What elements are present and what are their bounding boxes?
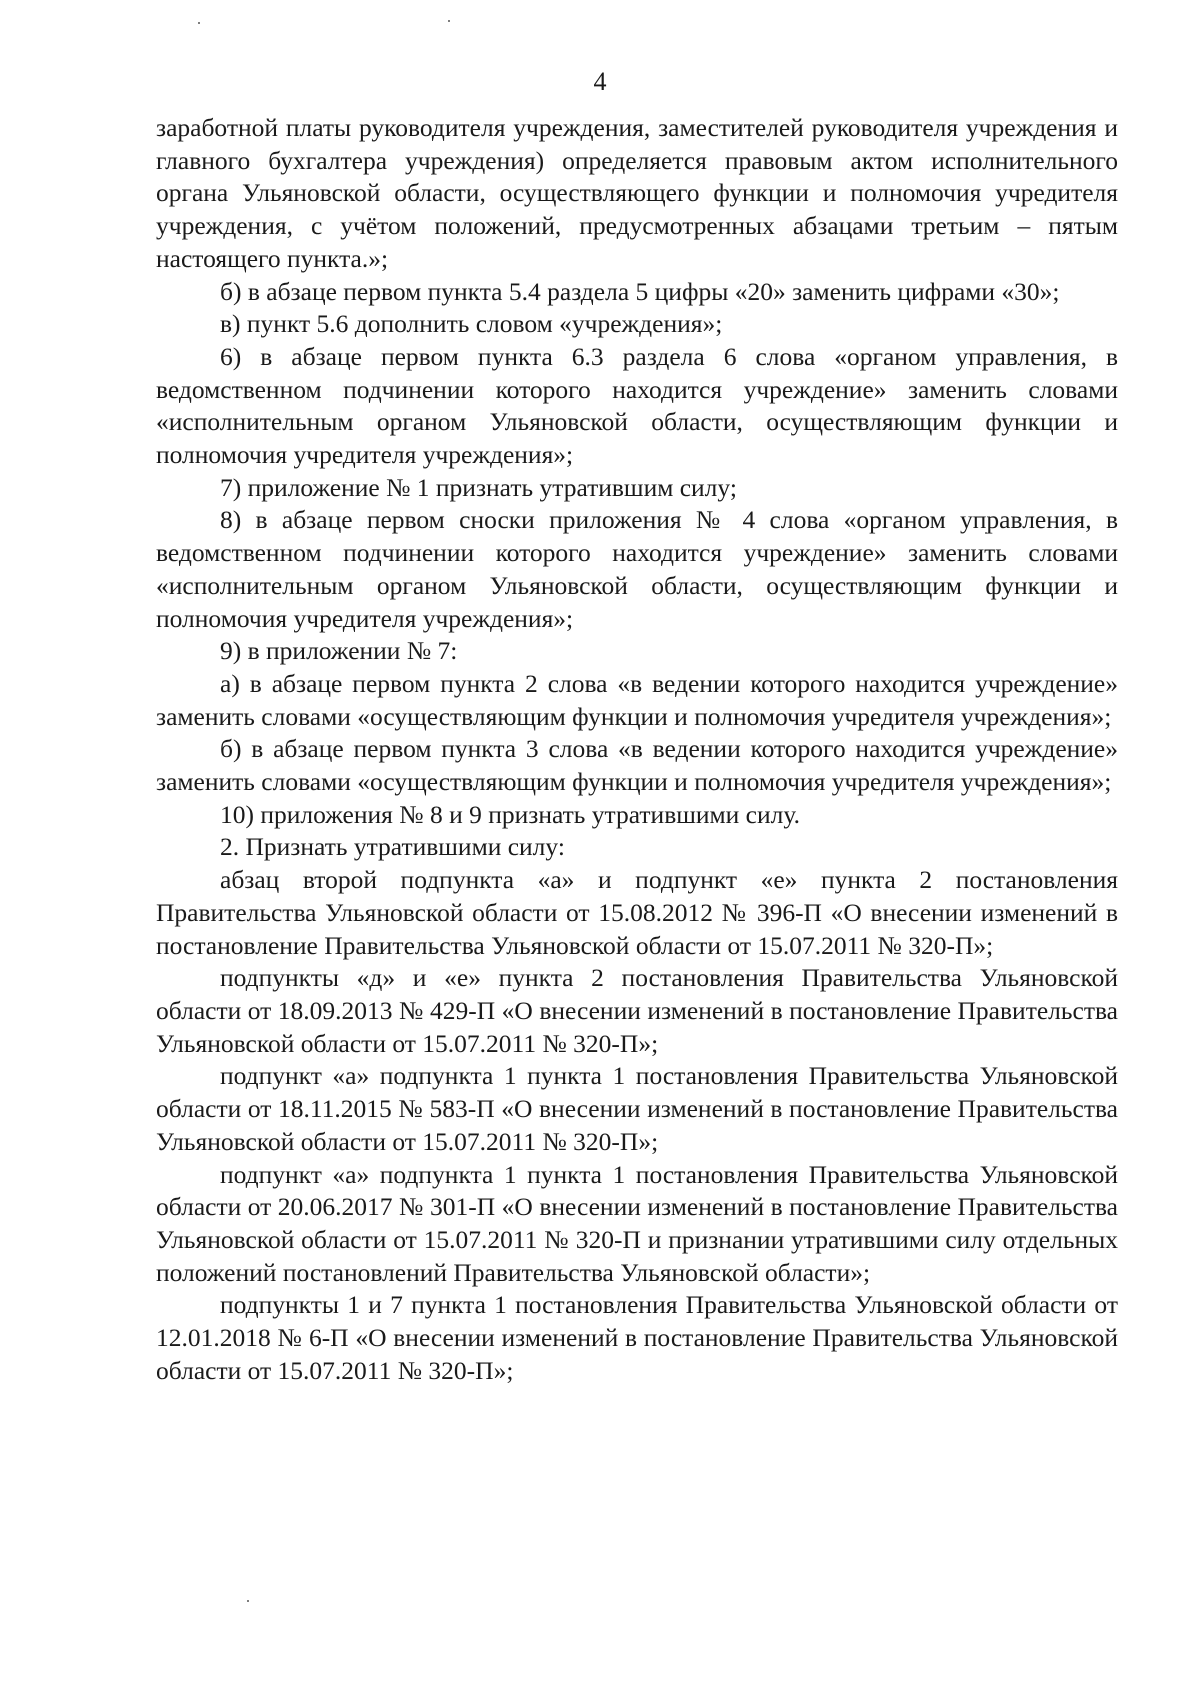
paragraph-repeal-2018: подпункты 1 и 7 пункта 1 постановления Правительства Ульяновской области от 12.01.2018 № 6-П «О внесении изменений в постановление Правительства Ульяновской области от 15.07.2011 № 320-П»; xyxy=(156,1290,1118,1385)
paragraph-repeal-2017: подпункт «а» подпункта 1 пункта 1 постановления Правительства Ульяновской области от 20.06.2017 № 301-П «О внесении изменений в постановление Правительства Ульяновской области от 15.07.2011 № 320-П и признании утратившими силу отдельных положений постановлений Правительства Ульяновской области»; xyxy=(156,1159,1118,1287)
paragraph-item-7: 7) приложение № 1 признать утратившим силу; xyxy=(220,472,737,502)
page-number: 4 xyxy=(593,67,607,96)
scan-speck xyxy=(448,20,450,22)
paragraph-item-9-b: б) в абзаце первом пункта 3 слова «в ведении которого находится учреждение» заменить словами «осуществляющим функции и полномочия учредителя учреждения»; xyxy=(156,734,1118,797)
paragraph-repeal-2012: абзац второй подпункта «а» и подпункт «е» пункта 2 постановления Правительства Ульяновской области от 15.08.2012 № 396-П «О внесении изменений в постановление Правительства Ульяновской области от 15.07.2011 № 320-П»; xyxy=(156,865,1118,960)
paragraph-repeal-2013: подпункты «д» и «е» пункта 2 постановления Правительства Ульяновской области от 18.09.2013 № 429-П «О внесении изменений в постановление Правительства Ульяновской области от 15.07.2011 № 320-П»; xyxy=(156,963,1118,1058)
paragraph-item-v-5-6: в) пункт 5.6 дополнить словом «учреждения»; xyxy=(220,309,723,339)
paragraph-section-2: 2. Признать утратившими силу: xyxy=(220,832,565,862)
paragraph-item-9: 9) в приложении № 7: xyxy=(220,636,458,666)
paragraph-item-9-a: а) в абзаце первом пункта 2 слова «в ведении которого находится учреждение» заменить словами «осуществляющим функции и полномочия учредителя учреждения»; xyxy=(156,668,1118,731)
paragraph-item-b-5-4: б) в абзаце первом пункта 5.4 раздела 5 цифры «20» заменить цифрами «30»; xyxy=(220,276,1060,306)
paragraph-item-6: 6) в абзаце первом пункта 6.3 раздела 6 слова «органом управления, в ведомственном подчинении которого находится учреждение» заменить словами «исполнительным органом Ульяновской области, осуществляющим функции и полномочия учредителя учреждения»; xyxy=(156,341,1118,470)
document-body xyxy=(156,112,1118,1387)
paragraph-continuation: заработной платы руководителя учреждения, заместителей руководителя учреждения и главного бухгалтера учреждения) определяется правовым актом исполнительного органа Ульяновской области, осуществляющего функции и полномочия учредителя учреждения, с учётом положений, предусмотренных абзацами третьим – пятым настоящего пункта.»; xyxy=(156,113,1118,273)
scan-speck xyxy=(247,1600,249,1602)
paragraph-repeal-2015: подпункт «а» подпункта 1 пункта 1 постановления Правительства Ульяновской области от 18.11.2015 № 583-П «О внесении изменений в постановление Правительства Ульяновской области от 15.07.2011 № 320-П»; xyxy=(156,1061,1118,1156)
scan-speck xyxy=(198,22,200,24)
paragraph-item-10: 10) приложения № 8 и 9 признать утратившими силу. xyxy=(220,799,800,829)
paragraph-item-8: 8) в абзаце первом сноски приложения № 4 слова «органом управления, в ведомственном подчинении которого находится учреждение» заменить словами «исполнительным органом Ульяновской области, осуществляющим функции и полномочия учредителя учреждения»; xyxy=(156,505,1118,633)
